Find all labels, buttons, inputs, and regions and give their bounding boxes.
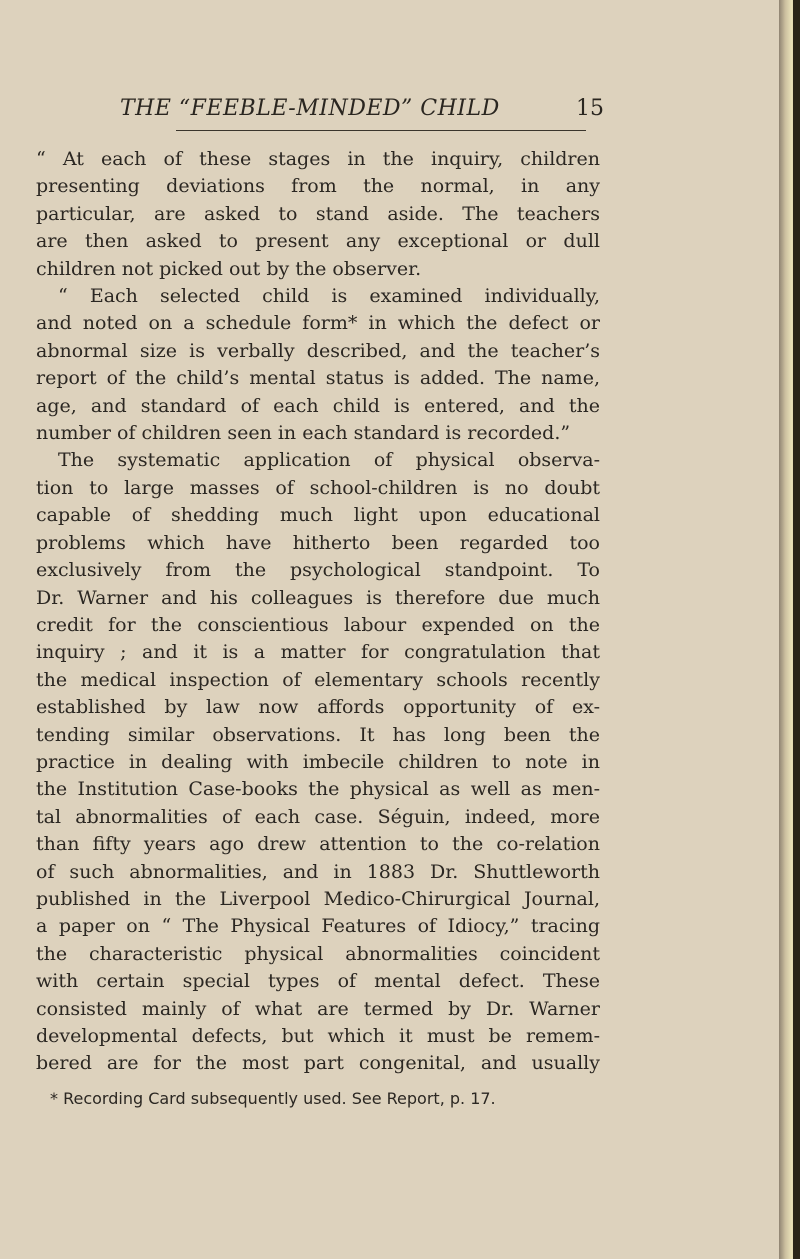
header-rule [176, 130, 586, 131]
text-line: report of the child’s mental status is added. The name, [36, 367, 600, 390]
text-line: exclusively from the psychological standpoint. To [36, 559, 600, 582]
text-line: published in the Liverpool Medico-Chirurgical Journal, [36, 887, 600, 910]
page-edge-shadow [793, 0, 800, 1259]
text-line: abnormal size is verbally described, and the teacher’s [36, 339, 600, 362]
text-line: particular, are asked to stand aside. The teachers [36, 202, 600, 225]
text-line: the medical inspection of elementary schools recently [36, 668, 600, 691]
text-line: practice in dealing with imbecile children to note in [36, 750, 600, 773]
page-number: 15 [576, 96, 604, 121]
text-line: of such abnormalities, and in 1883 Dr. Shuttleworth [36, 860, 600, 883]
text-line: age, and standard of each child is entered, and the [36, 394, 600, 417]
text-line: consisted mainly of what are termed by Dr. Warner [36, 997, 600, 1020]
footnote: * Recording Card subsequently used. See Report, p. 17. [50, 1089, 496, 1108]
text-line: a paper on “ The Physical Features of Idiocy,” tracing [36, 915, 600, 938]
text-line: are then asked to present any exceptional or dull [36, 230, 600, 253]
text-line: inquiry ; and it is a matter for congratulation that [36, 641, 600, 664]
text-line: the characteristic physical abnormalities coincident [36, 942, 600, 965]
text-line: tal abnormalities of each case. Séguin, indeed, more [36, 805, 600, 828]
text-line: with certain special types of mental defect. These [36, 970, 600, 993]
text-line: problems which have hitherto been regarded too [36, 531, 600, 554]
text-line: The systematic application of physical observa- [58, 449, 600, 472]
text-line: developmental defects, but which it must be remem- [36, 1025, 600, 1047]
text-line: “ Each selected child is examined individually, [58, 285, 600, 308]
text-line: than fifty years ago drew attention to the co-relation [36, 833, 600, 856]
body-text [36, 146, 600, 1078]
text-line: presenting deviations from the normal, in any [36, 175, 600, 198]
text-line: and noted on a schedule form* in which the defect or [36, 312, 600, 335]
text-line: credit for the conscientious labour expended on the [36, 613, 600, 636]
text-line: number of children seen in each standard is recorded.” [36, 422, 571, 445]
running-head-title: THE “FEEBLE-MINDED” CHILD [120, 96, 500, 121]
text-line: Dr. Warner and his colleagues is therefore due much [36, 586, 600, 609]
text-line: bered are for the most part congenital, and usually [36, 1052, 600, 1075]
text-line: tending similar observations. It has long been the [36, 723, 600, 746]
text-line: tion to large masses of school-children is no doubt [36, 476, 600, 499]
text-line: established by law now affords opportunity of ex- [36, 696, 600, 719]
text-line: “ At each of these stages in the inquiry, children [36, 148, 600, 170]
text-line: the Institution Case-books the physical as well as men- [36, 778, 600, 801]
text-line: capable of shedding much light upon educational [36, 504, 600, 527]
text-line: children not picked out by the observer. [36, 257, 422, 280]
